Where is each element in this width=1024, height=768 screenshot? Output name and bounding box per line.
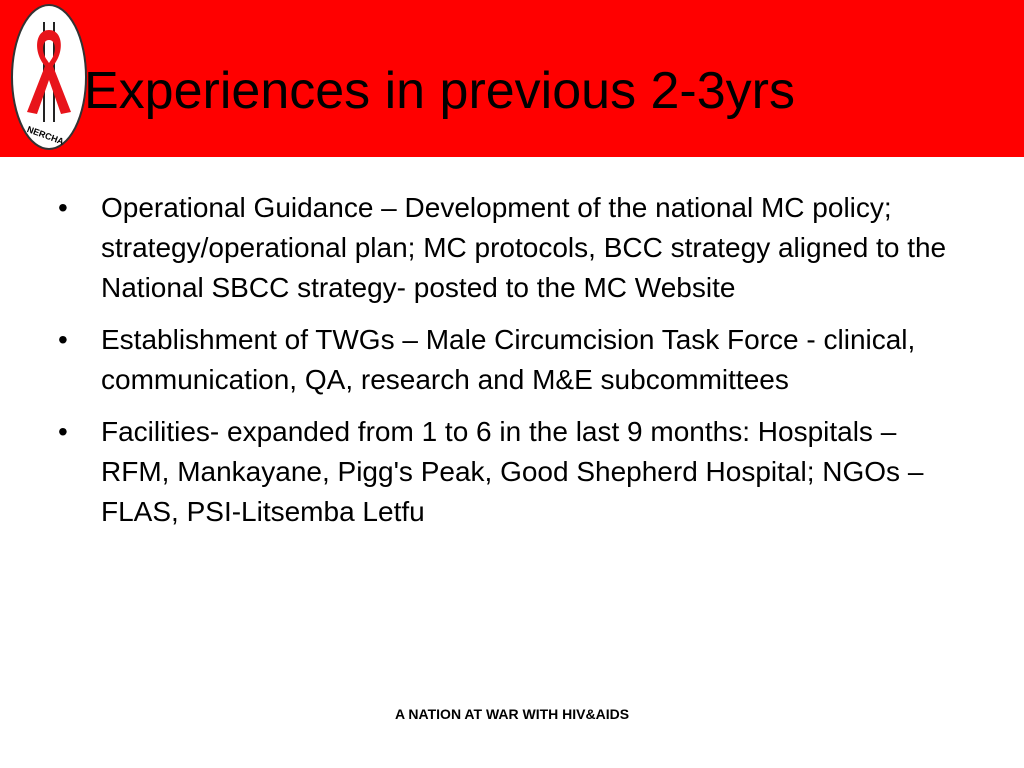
red-ribbon-shield-icon (9, 2, 89, 152)
bullet-marker: • (58, 416, 68, 447)
bullet-marker: • (58, 192, 68, 223)
bullet-item (58, 320, 968, 400)
bullet-text: Establishment of TWGs – Male Circumcision Task Force - clinical, communication, QA, research and M&E subcommittees (101, 324, 916, 395)
bullet-item (58, 412, 968, 532)
bullet-text: Facilities- expanded from 1 to 6 in the last 9 months: Hospitals – RFM, Mankayane, Pigg's Peak, Good Shepherd Hospital; NGOs – FLAS, PSI-Litsemba Letfu (101, 416, 924, 527)
slide-title: Experiences in previous 2-3yrs (84, 62, 795, 120)
logo-text: NERCHA (25, 124, 66, 147)
bullet-item (58, 188, 968, 308)
bullet-list (58, 188, 968, 544)
bullet-text: Operational Guidance – Development of the national MC policy; strategy/operational plan; MC protocols, BCC strategy aligned to the National SBCC strategy- posted to the MC Website (101, 192, 947, 303)
bullet-marker: • (58, 324, 68, 355)
footer-tagline: A NATION AT WAR WITH HIV&AIDS (394, 706, 630, 722)
